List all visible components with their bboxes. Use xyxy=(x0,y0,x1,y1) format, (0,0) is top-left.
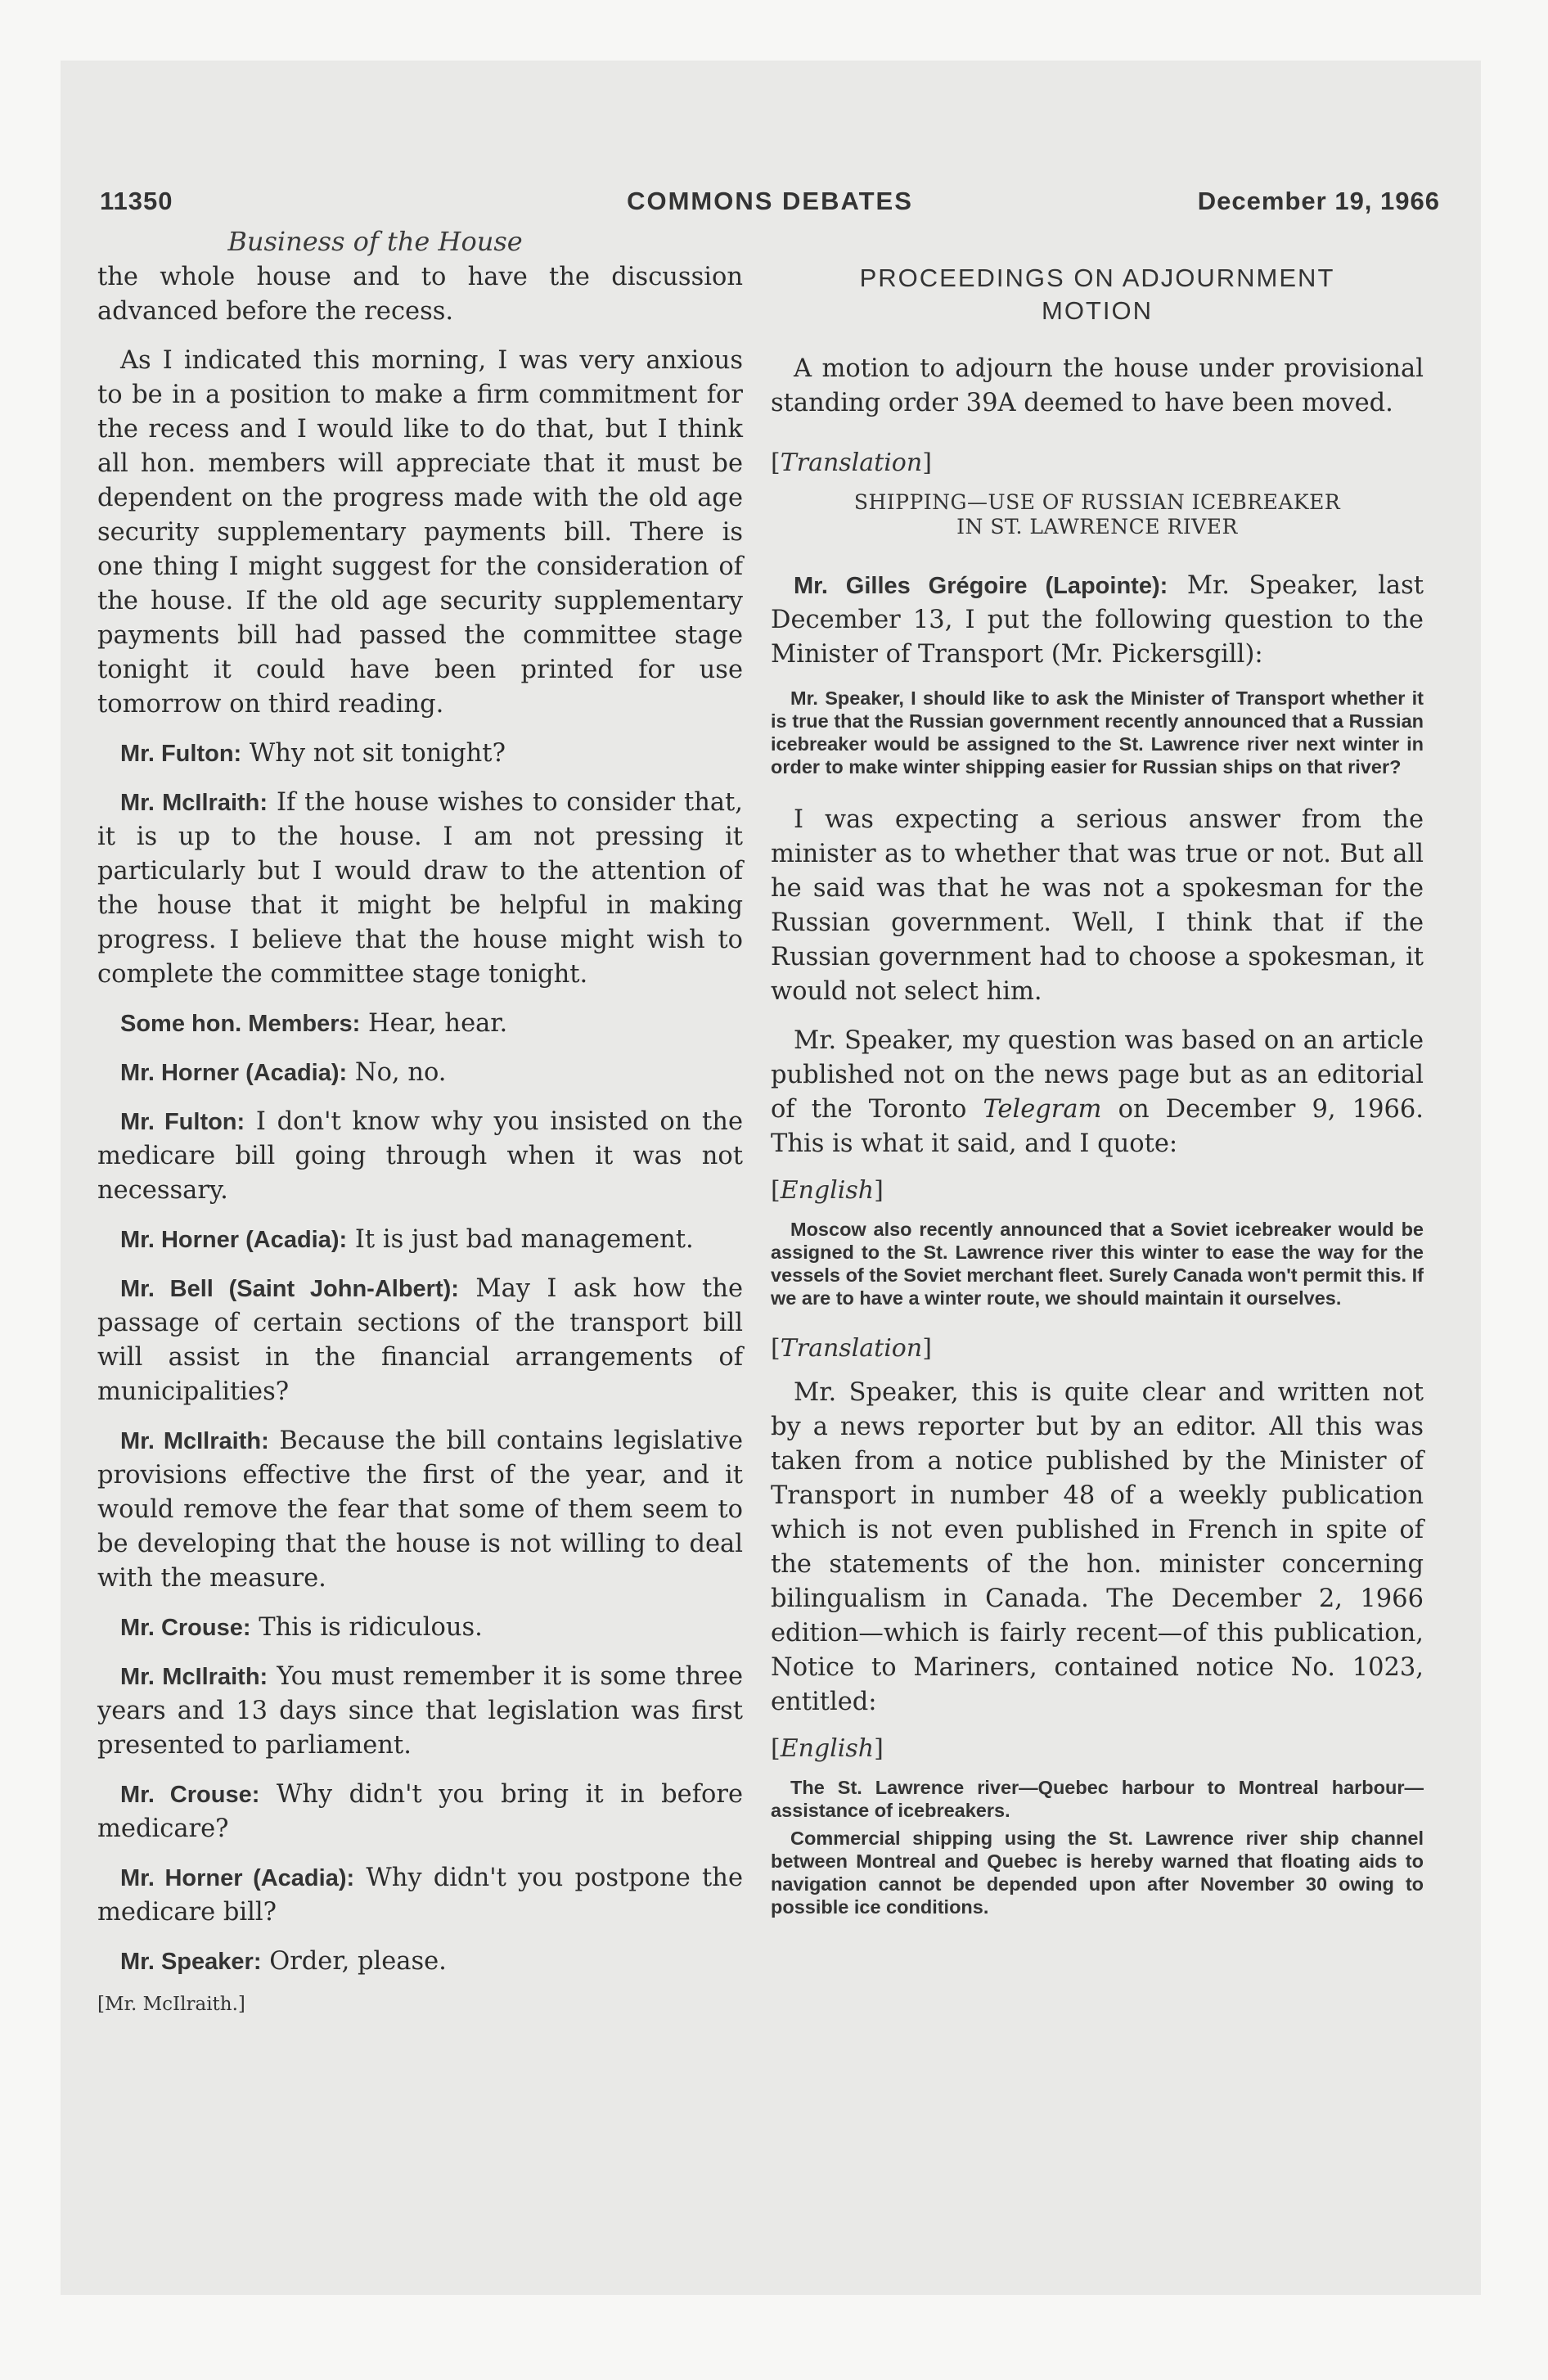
running-subheader: Business of the House xyxy=(227,226,523,257)
quote-text: The St. Lawrence river—Quebec harbour to Montreal harbour—assistance of icebreakers. xyxy=(771,1777,1424,1821)
speech-text: Hear, hear. xyxy=(367,1009,508,1038)
speech-entry xyxy=(97,1056,743,1090)
speech-text: Order, please. xyxy=(269,1947,447,1976)
speech-text: Mr. Speaker, last December 13, I put the following question to the Minister of Transport (Mr. Pickersgill): xyxy=(771,571,1424,669)
section-title xyxy=(771,262,1424,327)
speech-entry xyxy=(97,1105,743,1208)
speech-text: No, no. xyxy=(354,1058,447,1087)
block-quote xyxy=(771,1218,1424,1309)
language-label: English xyxy=(780,1734,875,1763)
speech-text: Why didn't you postpone the medicare bill? xyxy=(97,1864,743,1927)
speech-text: This is ridiculous. xyxy=(259,1613,483,1642)
speaker-name: Mr. Fulton: xyxy=(120,1109,245,1135)
quote-text: Moscow also recently announced that a Soviet icebreaker would be assigned to the St. Lawrence river this winter to ease the way for the vessels of the Soviet merchant fleet. Surely Canada won't permit this. If we are to have a winter route, we should maintain it ourselves. xyxy=(771,1219,1424,1309)
left-column xyxy=(97,226,743,2015)
speaker-name: Mr. McIlraith: xyxy=(120,1428,269,1454)
paragraph-text: on December 9, 1966. This is what it said, and I quote: xyxy=(771,1095,1424,1158)
block-quote xyxy=(771,1776,1424,1918)
paragraph xyxy=(771,1024,1424,1161)
speaker-name: Mr. Horner (Acadia): xyxy=(120,1060,348,1086)
paragraph: the whole house and to have the discussion advanced before the recess. xyxy=(97,263,743,326)
page-date: December 19, 1966 xyxy=(1197,187,1440,215)
speaker-name: Mr. Fulton: xyxy=(120,741,242,767)
speech-text: If the house wishes to consider that, it is up to the house. I am not pressing it particularly but I would draw to the attention of the house that it might be helpful in making progress. I believe that the house might wish to complete the committee stage tonight. xyxy=(97,788,743,989)
speech-entry xyxy=(97,1223,743,1257)
speech-entry xyxy=(97,1778,743,1846)
section-title-line: PROCEEDINGS ON ADJOURNMENT xyxy=(859,264,1335,292)
newspaper-name: Telegram xyxy=(983,1095,1102,1124)
language-label: Translation xyxy=(780,1334,923,1363)
speech-entry xyxy=(97,1272,743,1409)
speech-entry xyxy=(97,1424,743,1596)
speech-text: Why not sit tonight? xyxy=(249,739,506,768)
block-quote xyxy=(771,687,1424,778)
speech-text: I don't know why you insisted on the medicare bill going through when it was not necessary. xyxy=(97,1107,744,1205)
language-marker: [English] xyxy=(771,1734,884,1763)
quote-text: Mr. Speaker, I should like to ask the Minister of Transport whether it is true that the Russian government recently announced that a Russian icebreaker would be assigned to the St. Lawrence river next winter in order to make winter shipping easier for Russian ships on that river? xyxy=(771,687,1424,778)
speaker-name: Mr. McIlraith: xyxy=(120,1664,268,1690)
speaker-footnote: [Mr. McIlraith.] xyxy=(97,1994,245,2015)
paragraph: A motion to adjourn the house under provisional standing order 39A deemed to have been moved. xyxy=(771,354,1424,417)
speaker-name: Mr. Crouse: xyxy=(120,1782,260,1808)
speaker-name: Mr. Horner (Acadia): xyxy=(120,1227,348,1253)
speech-entry xyxy=(97,1861,743,1930)
paragraph: I was expecting a serious answer from the minister as to whether that was true or not. But all he said was that he was not a spokesman for the Russian government. Well, I think that if the Russian government had to choose a spokesman, it would not select him. xyxy=(771,805,1424,1006)
speech-entry xyxy=(97,1611,743,1645)
language-marker: [English] xyxy=(771,1176,884,1205)
section-title-line: MOTION xyxy=(1042,296,1153,325)
page-number: 11350 xyxy=(100,187,173,215)
speech-text: It is just bad management. xyxy=(354,1225,694,1254)
subject-title-line: SHIPPING—USE OF RUSSIAN ICEBREAKER xyxy=(853,490,1341,514)
speaker-name: Mr. Horner (Acadia): xyxy=(120,1865,355,1891)
speaker-name: Mr. McIlraith: xyxy=(120,790,268,816)
speech-entry xyxy=(97,737,743,771)
speech-entry xyxy=(771,569,1424,672)
subject-title-line: IN ST. LAWRENCE RIVER xyxy=(956,515,1238,539)
speech-entry xyxy=(97,1945,743,1979)
language-marker: [Translation] xyxy=(771,1334,932,1363)
speaker-name: Mr. Speaker: xyxy=(120,1949,262,1975)
paragraph-text: Mr. Speaker, my question was based on an article published not on the news page but as an editorial of the Toronto xyxy=(771,1026,1424,1124)
speaker-name: Mr. Bell (Saint John-Albert): xyxy=(120,1276,459,1302)
paragraph: As I indicated this morning, I was very anxious to be in a position to make a firm commitment for the recess and I would like to do that, but I think all hon. members will appreciate that it must be dependent on the progress made with the old age security supplementary payments bill. There is one thing I might suggest for the consideration of the house. If the old age security supplementary payments bill had passed the committee stage tonight it could have been printed for use tomorrow on third reading. xyxy=(97,346,743,719)
speech-entry xyxy=(97,786,743,992)
right-column xyxy=(771,226,1424,1943)
speaker-name: Mr. Gilles Grégoire (Lapointe): xyxy=(794,573,1168,599)
speaker-name: Mr. Crouse: xyxy=(120,1615,251,1641)
speech-entry xyxy=(97,1660,743,1763)
subject-title xyxy=(771,490,1424,539)
publication-title: COMMONS DEBATES xyxy=(627,187,913,215)
paragraph: Mr. Speaker, this is quite clear and written not by a news reporter but by an editor. All this was taken from a notice published by the Minister of Transport in number 48 of a weekly publication which is not even published in French in spite of the statements of the hon. minister concerning bilingualism in Canada. The December 2, 1966 edition—which is fairly recent—of this publication, Notice to Mariners, contained notice No. 1023, entitled: xyxy=(771,1378,1424,1716)
language-label: English xyxy=(780,1176,875,1205)
speech-text: Why didn't you bring it in before medicare? xyxy=(97,1780,743,1843)
speech-text: You must remember it is some three years and 13 days since that legislation was first presented to parliament. xyxy=(97,1662,743,1760)
quote-text: Commercial shipping using the St. Lawrence river ship channel between Montreal and Quebec is hereby warned that floating aids to navigation cannot be depended upon after November 30 owing to possible ice conditions. xyxy=(771,1828,1424,1918)
language-label: Translation xyxy=(780,449,923,477)
speech-entry xyxy=(97,1007,743,1041)
speaker-name: Some hon. Members: xyxy=(120,1011,361,1037)
language-marker: [Translation] xyxy=(771,449,932,477)
speech-text: May I ask how the passage of certain sections of the transport bill will assist in the financial arrangements of municipalities? xyxy=(97,1274,744,1406)
speech-text: Because the bill contains legislative provisions effective the first of the year, and it would remove the fear that some of them seem to be developing that the house is not willing to deal with the measure. xyxy=(97,1427,743,1593)
